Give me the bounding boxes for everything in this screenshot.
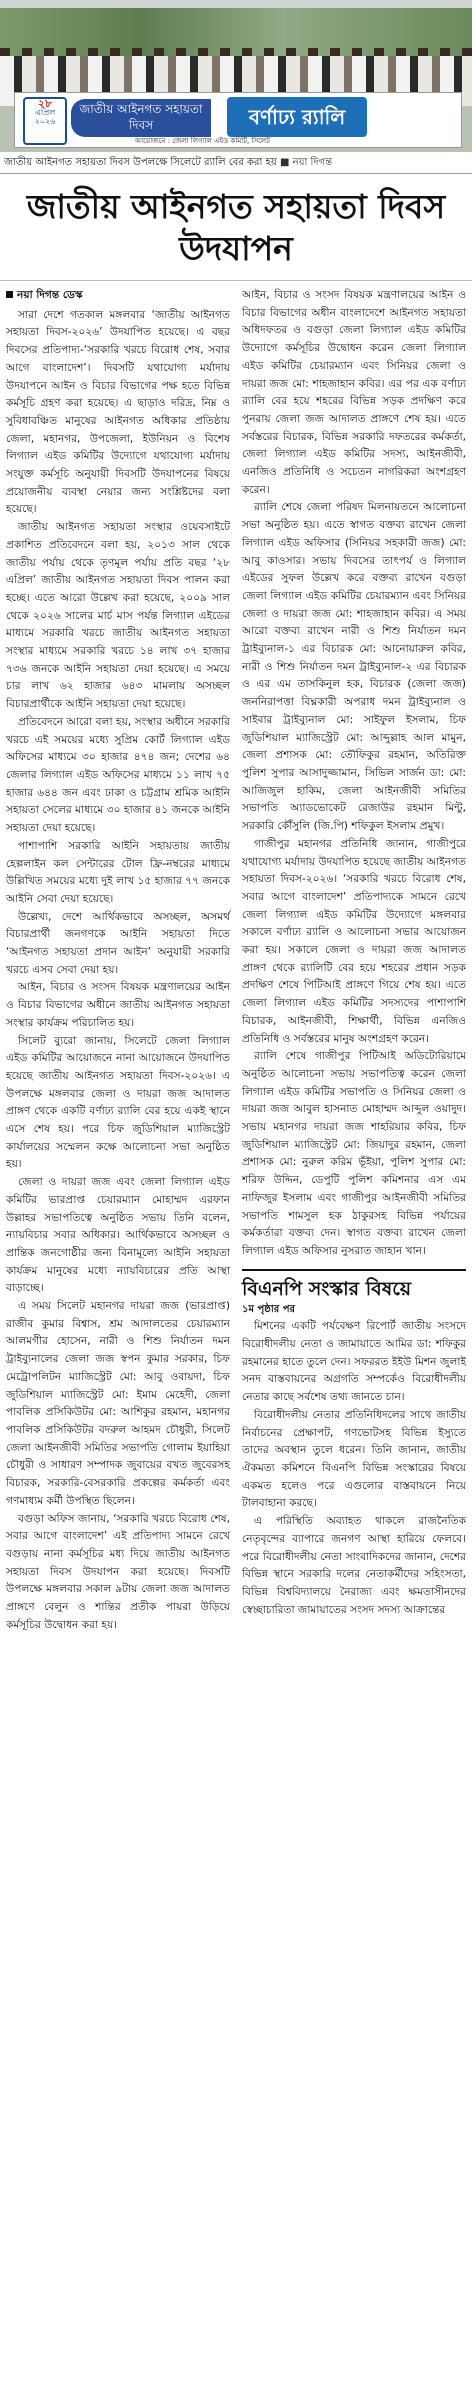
paragraph: প্রতিবেদনে আরো বলা হয়, সংস্থার অধীনে সরকারি খরচে এই সময়ের মধ্যে সুপ্রিম কোর্ট লিগ্যাল এইড অফিসের মাধ্যমে ৩০ হাজার ৪৭৪ জন; দেশের ৬৪ জেলার লিগ্যাল এইড অফিসের মাধ্যমে ১১ লাখ ৭৫ হাজার ৬৪৪ জন এবং ঢাকা ও চট্টগ্রাম শ্রমিক আইনি সহায়তা সেলের মাধ্যমে ৩০ হাজার ৪১ জনকে আইনি সহায়তা দেয়া হয়েছে। <box>6 715 230 835</box>
second-story-headline: বিএনপি সংস্কার বিষয়ে <box>242 1269 466 1301</box>
article-headline: জাতীয় আইনগত সহায়তা দিবস উদযাপন <box>0 174 472 281</box>
article-body <box>0 281 472 1634</box>
banner-organizer: আয়োজনে : জেলা লিগ্যাল এইড কমিটি, সিলেট <box>135 137 270 145</box>
paragraph: এ সময় সিলেট মহানগর দায়রা জজ (ভারপ্রাপ্ত) রাজীব কুমার বিশ্বাস, শ্রম আদালতের চেয়ারম্যান আলমগীর হোসেন, নারী ও শিশু নির্যাতন দমন ট্রাইব্যুনালের জেলা জজ স্বপন কুমার সরকার, চিফ মেট্রোপলিটন ম্যাজিস্ট্রেট মো: আবু ওবায়দা, চিফ জুডিশিয়াল ম্যাজিস্ট্রেট মো: ইমাম মেহেদী, জেলা পাবলিক প্রসিকিউটর মো: আশিকুর রহমান, মহানগর পাবলিক প্রসিকিউটর বদরুল আহমদ চৌধুরী, সিলেট জেলা আইনজীবী সমিতির সভাপতি গোলাম ইয়াহিয়া চৌধুরী ও সাধারণ সম্পাদক জুবায়ের বখত জুবেরসহ বিচারক, সরকারি-বেসরকারি প্রকল্পের কর্মকর্তা এবং গণমাধ্যম কর্মী উপস্থিত ছিলেন। <box>6 1300 230 1507</box>
paragraph: গাজীপুর মহানগর প্রতিনিধি জানান, গাজীপুরে যথাযোগ্য মর্যাদায় উদযাপিত হয়েছে জাতীয় আইনগত সহায়তা দিবস-২০২৬। ‘সরকারি খরচে বিরোধ শেষ, সবার আগে বাংলাদেশ’ প্রতিপাদ্যকে সামনে রেখে জেলা লিগ্যাল এইড কমিটির উদ্যোগে মঙ্গলবার সকালে বর্ণাঢ্য র‍্যালি ও আলোচনা সভার আয়োজন করা হয়। সকালে জেলা ও দায়রা জজ আদালত প্রাঙ্গণ থেকে র‍্যালিটি বের হয়ে শহরের প্রধান সড়ক প্রদক্ষিণ শেষে পিটিআই প্রাঙ্গণে গিয়ে শেষ হয়। এতে জেলা লিগ্যাল এইড কমিটির সদস্যদের পাশাপাশি বিচারক, আইনজীবী, শিক্ষার্থী, বিভিন্ন এনজিও প্রতিনিধি ও সর্বস্তরের মানুষ অংশগ্রহণ করেন। <box>242 837 466 1045</box>
paragraph: মিশনের একটি পর্যবেক্ষণ রিপোর্ট জাতীয় সংসদে বিরোধীদলীয় নেতা ও জামায়াতে আমির ডা: শফিকুর রহমানের হাতে তুলে দেন। সফররত ইইউ মিশন জুলাই সনদ বাস্তবায়নের অগ্রগতি সম্পর্কেও বিরোধীদলীয় নেতার কাছে সর্বশেষ তথ্য জানতে চান। <box>242 1320 466 1404</box>
banner-seal-year: ২০২৬ <box>34 117 56 126</box>
photo-caption <box>0 152 472 174</box>
banner-date-seal <box>23 97 67 145</box>
paragraph: র‍্যালি শেষে জেলা পরিষদ মিলনায়তনে আলোচনা সভা অনুষ্ঠিত হয়। এতে স্বাগত বক্তব্য রাখেন জেলা লিগ্যাল এইড অফিসার (সিনিয়র সহকারী জজ) মো: আবু কাওসার। সভায় দিবসের তাৎপর্য ও লিগ্যাল এইডের সুফল উল্লেখ করে বক্তব্য রাখেন বগুড়া জেলা লিগ্যাল এইড কমিটির চেয়ারম্যান এবং সিনিয়র জেলা ও দায়রা জজ মো: শাহজাহান কবির। এ সময় আরো বক্তব্য রাখেন নারী ও শিশু নির্যাতন দমন ট্রাইব্যুনাল-১ এর বিচারক মো: আনোয়ারুল কবির, নারী ও শিশু নির্যাতন দমন ট্রাইব্যুনাল-২ এর বিচারক ও এর এম তাসকিনুল হক, বিচারক (জেলা জজ) জননিরাপত্তা বিঘ্নকারী অপরাধ দমন ট্রাইব্যুনাল ও সাইবার ট্রাইব্যুনাল মো: সাইফুল ইসলাম, চিফ জুডিশিয়াল ম্যাজিস্ট্রেট মো: আব্দুল্লাহ আল মামুন, জেলা প্রশাসক মো: তৌফিকুর রহমান, অতিরিক্ত পুলিশ সুপার আসাদুজ্জামান, সিভিল সার্জন ডা: মো: আজিজুল হাকিম, জেলা আইনজীবী সমিতির সভাপতি অ্যাডভোকেট রেজাউর রহমান মিন্টু, সরকারি কৌঁসুলি (জি.পি) শফিকুল ইসলাম প্রমুখ। <box>242 501 466 833</box>
paragraph: জেলা ও দায়রা জজ এবং জেলা লিগ্যাল এইড কমিটির ভারপ্রাপ্ত চেয়ারম্যান মোহাম্মদ এরফান উল্লাহর সভাপতিত্বে অনুষ্ঠিত সভায় তিনি বলেন, ন্যায়বিচার সবার অধিকার। আর্থিকভাবে অসচ্ছল ও প্রান্তিক জনগোষ্ঠীর জন্য বিনামূল্যে আইনি সহায়তা কার্যক্রম মানুষের মধ্যে ন্যায়বিচারের প্রতি আস্থা বাড়াচ্ছে। <box>6 1176 230 1295</box>
byline <box>6 287 230 305</box>
banner-seal-month: এপ্রিল <box>34 108 56 117</box>
left-column <box>6 287 230 1634</box>
paragraph: আইন, বিচার ও সংসদ বিষয়ক মন্ত্রণালয়ের আইন ও বিচার বিভাগের অধীন বাংলাদেশে আইনগত সহায়তা অধিদফতর ও বগুড়া জেলা লিগ্যাল এইড কমিটির উদ্যোগে কর্মসূচির উদ্বোধন করেন জেলা লিগ্যাল এইড কমিটির চেয়ারম্যান এবং সিনিয়র জেলা ও দায়রা জজ মো: শাহজাহান কবির। এর পর এক বর্ণাঢ্য র‍্যালি বের হয়ে শহরের বিভিন্ন সড়ক প্রদক্ষিণ করে পুনরায় জেলা জজ আদালত প্রাঙ্গণে শেষ হয়। এতে সর্বস্তরের বিচারক, বিভিন্ন সরকারি দফতরের কর্মকর্তা, জেলা লিগ্যাল এইড কমিটির সদস্য, আইনজীবী, এনজিও প্রতিনিধি ও সচেতন নাগরিকরা অংশগ্রহণ করেন। <box>242 289 466 496</box>
paragraph: আইন, বিচার ও সংসদ বিষয়ক মন্ত্রণালয়ের আইন ও বিচার বিভাগের অধীনে জাতীয় আইনগত সহায়তা সংস্থার কার্যক্রম পরিচালিত হয়। <box>6 981 230 1029</box>
bullet-square-icon <box>6 291 13 298</box>
paragraph: বিরোধীদলীয় নেতার প্রতিনিধিদলের সাথে জাতীয় নির্বাচনের প্রেক্ষাপট, গণভোটসহ বিভিন্ন ইস্যুতে তাদের অবস্থান তুলে ধরেন। তিনি জানান, জাতীয় ঐকমত্য কমিশনে বিএনপি বিভিন্ন সংস্কারের বিষয়ে একমত হলেও পরে এগুলোর বাস্তবায়নে নিয়ে টালবাহানা করছে। <box>242 1408 466 1510</box>
paragraph: পাশাপাশি সরকারি আইনি সহায়তায় জাতীয় হেল্পলাইন কল সেন্টারের টোল ফ্রি-নম্বরের মাধ্যমে উল্লিখিত সময়ের মধ্যে দুই লাখ ১৫ হাজার ৭৭ জনকে আইনি সেবা দেয়া হয়েছে। <box>6 839 230 905</box>
paragraph: বগুড়া অফিস জানায়, ‘সরকারি খরচে বিরোধ শেষ, সবার আগে বাংলাদেশ’ এই প্রতিপাদ্য সামনে রেখে বগুড়ায় নানা কর্মসূচির মধ্য দিয়ে জাতীয় আইনগত সহায়তা দিবস উদযাপন করা হয়েছে। দিবসটি উপলক্ষে মঙ্গলবার সকাল ৯টায় জেলা জজ আদালত প্রাঙ্গণে বেলুন ও শান্তির প্রতীক পায়রা উড়িয়ে কর্মসূচির উদ্বোধন করা হয়। <box>6 1512 230 1631</box>
continued-from-page: ১ম পৃষ্ঠার পর <box>242 1303 295 1315</box>
caption-credit: ■ নয়া দিগন্ত <box>279 157 333 168</box>
news-photo <box>0 0 472 152</box>
caption-text: জাতীয় আইনগত সহায়তা দিবস উপলক্ষে সিলেটে র‍্যালি বের করা হয় <box>4 157 277 168</box>
paragraph: সারা দেশে গতকাল মঙ্গলবার ‘জাতীয় আইনগত সহায়তা দিবস-২০২৬’ উদযাপিত হয়েছে। এ বছর দিবসের প্রতিপাদ্য-‘সরকারি খরচে বিরোধ শেষ, সবার আগে বাংলাদেশ’। দিবসটি যথাযোগ্য মর্যাদায় উদযাপনে আইন ও বিচার বিভাগের পক্ষ হতে বিভিন্ন কর্মসূচি গ্রহণ করা হয়েছে। এ ছাড়াও দরিদ্র, নিম্ন ও সুবিধাবঞ্চিত মানুষের আইনগত অধিকার প্রতিষ্ঠায় জেলা, মহানগর, উপজেলা, ইউনিয়ন ও বিশেষ লিগ্যাল এইড কমিটির উদ্যোগে যথাযোগ্য মর্যাদায় সংযুক্ত কর্মসূচি অনুযায়ী দিবসটি উদযাপনের বিষয়ে প্রয়োজনীয় ব্যবস্থা নেয়ার জন্য সংশ্লিষ্টদের বলা হয়েছে। <box>6 308 230 516</box>
banner-day-title: জাতীয় আইনগত সহায়তা দিবস <box>71 99 211 137</box>
paragraph: উল্লেখ্য, দেশে আর্থিকভাবে অসচ্ছল, অসমর্থ বিচারপ্রার্থী জনগণকে আইনি সহায়তা দিতে ‘আইনগত সহায়তা প্রদান আইন’ অনুযায়ী সরকারি খরচে এসব সেবা দেয়া হয়। <box>6 910 230 976</box>
byline-text: নয়া দিগন্ত ডেস্ক <box>17 289 83 301</box>
paragraph: এ পরিস্থিতি অব্যাহত থাকলে রাজনৈতিক নেতৃবৃন্দের ব্যাপারে জনগণ আস্থা হারিয়ে ফেলবে। পরে বিরোধীদলীয় নেতা সাংবাদিকদের জানান, দেশের বিভিন্ন স্থানে সরকারি দলের নেতাকর্মীদের সহিংসতা, বিভিন্ন বিশ্ববিদ্যালয়ে নৈরাজ্য এবং ক্ষমতাসীনদের স্বেচ্ছাচারিতা জামায়াতের সংসদ সদস্য আক্রান্তের <box>242 1515 466 1616</box>
right-column <box>242 287 466 1634</box>
paragraph: জাতীয় আইনগত সহায়তা সংস্থার ওয়েবসাইটে প্রকাশিত প্রতিবেদনে বলা হয়, ২০১৩ সাল থেকে জাতীয় পর্যায় থেকে তৃণমূল পর্যায় প্রতি বছর ‘২৮ এপ্রিল’ জাতীয় আইনগত সহায়তা দিবস পালন করা হচ্ছে। এতে আরো উল্লেখ করা হয়েছে, ২০০৯ সাল থেকে ২০২৬ সালের মার্চ মাস পর্যন্ত লিগ্যাল এইডের মাধ্যমে সরকারি খরচে জাতীয় আইনগত সহায়তা সংস্থার মাধ্যমে সরকারি খরচে ১৪ লাখ ৩৭ হাজার ৭৩৬ জনকে আইনি সহায়তা দেয়া হয়েছে। এ সময়ে চার লাখ ৬২ হাজার ৬৪৩ মামলায় অসচ্ছল বিচারপ্রার্থীকে আইনি সহায়তা দেয়া হয়েছে। <box>6 521 230 711</box>
banner-rally-title: বর্ণাঢ্য র‍্যালি <box>227 97 367 137</box>
rally-banner <box>14 92 462 148</box>
paragraph: সিলেট ব্যুরো জানায়, সিলেটে জেলা লিগ্যাল এইড কমিটির আয়োজনে নানা আয়োজনে উদযাপিত হয়েছে জাতীয় আইনগত সহায়তা দিবস-২০২৬। এ উপলক্ষে মঙ্গলবার জেলা ও দায়রা জজ আদালত প্রাঙ্গণ থেকে একটি বর্ণাঢ্য র‍্যালি বের হয়ে একই স্থানে এসে শেষ হয়। পরে চিফ জুডিশিয়াল ম্যাজিস্ট্রেট কার্যালয়ের সম্মেলন কক্ষে আলোচনা সভা অনুষ্ঠিত হয়। <box>6 1034 230 1171</box>
paragraph: র‍্যালি শেষে গাজীপুর পিটিআই অডিটোরিয়ামে অনুষ্ঠিত আলোচনা সভায় সভাপতিত্ব করেন জেলা লিগ্যাল এইড কমিটির সভাপতি ও সিনিয়র জেলা ও দায়রা জজ আবুল হাসনাত মোহাম্মদ আব্দুল ওয়াদুদ। সভায় মহানগর দায়রা জজ শাহরিয়ার কবির, চিফ জুডিশিয়াল ম্যাজিস্ট্রেট মো: জিয়াদুর রহমান, জেলা প্রশাসক মো: নুরুল করিম ভূঁইয়া, পুলিশ সুপার মো: শরিফ উদ্দিন, ডেপুটি পুলিশ কমিশনার এস এম নাফিজুর ইসলাম এবং গাজীপুর আইনজীবী সমিতির সভাপতি শামসুল হক ঠাকুরসহ বিভিন্ন পর্যায়ের কর্মকর্তারা বক্তব্য দেন। স্বাগত বক্তব্য রাখেন জেলা লিগ্যাল এইড অফিসার নুসরাত জাহান খান। <box>242 1050 466 1257</box>
banner-seal-number: ২৮ <box>37 97 53 110</box>
